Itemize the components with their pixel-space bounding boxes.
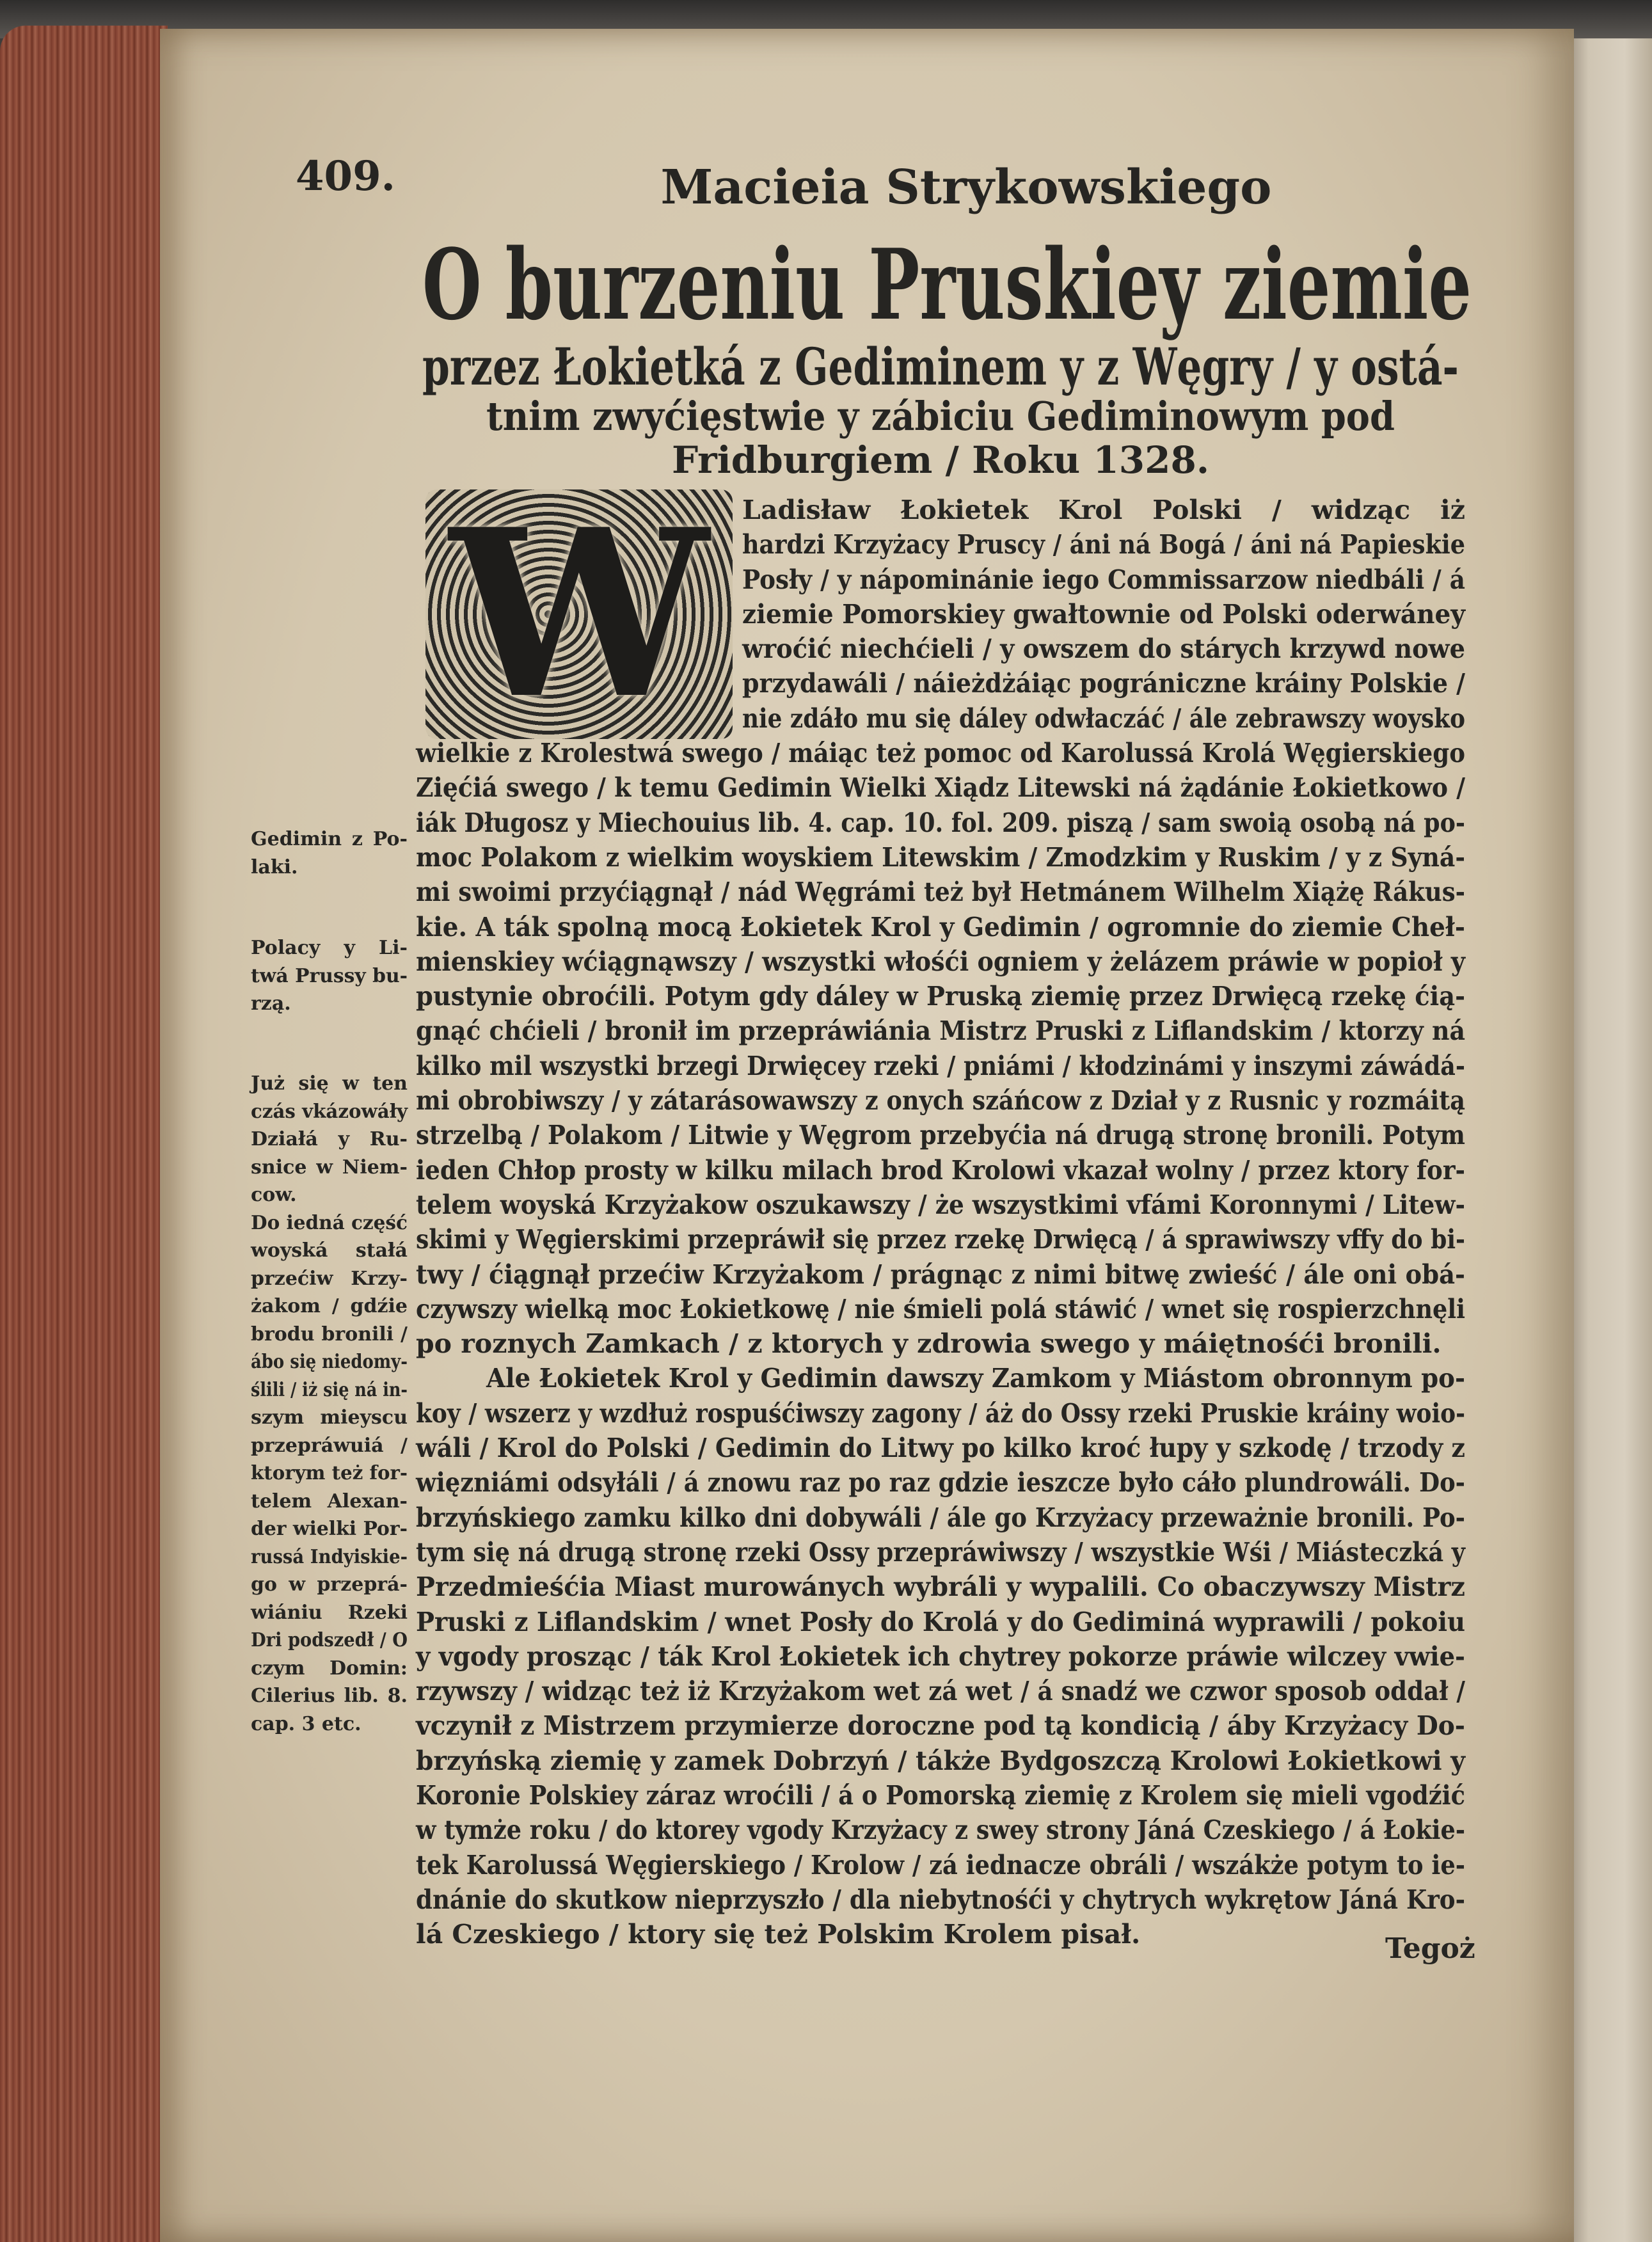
text-line-text: Pruski z Liflandskim / wnet Posły do Krolá y do Gediminá wyprawili / pokoiu [416, 1606, 1465, 1637]
margin-note-line [251, 1154, 408, 1182]
text-line [416, 1535, 1465, 1570]
margin-note-line [251, 1292, 408, 1321]
margin-note-line-text: der wielki Por- [251, 1518, 408, 1540]
margin-note-line [251, 1488, 408, 1516]
text-line [416, 1153, 1465, 1188]
text-line-text: Zięćiá swego / k temu Gedimin Wielki Xiądz Litewski ná żądánie Łokietkowo / [416, 772, 1465, 804]
text-line [416, 1778, 1465, 1813]
text-line-text: iák Długosz y Miechouius lib. 4. cap. 10. fol. 209. piszą / sam swoią osobą ná po- [416, 807, 1465, 838]
margin-note-line [251, 1682, 408, 1710]
text-line-text: koy / wszerz y wzdłuż rospuśćiwszy zagony / áż do Ossy rzeki Pruskie kráiny woio- [416, 1397, 1465, 1429]
margin-note-line [251, 1070, 408, 1098]
margin-note [251, 1070, 408, 1738]
text-line [416, 1222, 1465, 1257]
text-line-text: Ale Łokietek Krol y Gedimin dawszy Zamkom y Miástom obronnym po- [486, 1363, 1465, 1394]
body-text [416, 479, 1465, 1952]
text-line-text: mi swoimi przyćiągnął / nád Węgrámi też był Hetmánem Wilhelm Xiążę Rákus- [416, 877, 1465, 908]
margin-note-line [251, 1515, 408, 1543]
text-line [416, 1396, 1465, 1431]
text-line [416, 944, 1465, 979]
text-line [416, 1083, 1465, 1118]
text-line-text: hardzi Krzyżacy Pruscy / áni ná Bogá / áni ná Papieskie [742, 529, 1465, 560]
text-line [486, 1361, 1465, 1395]
margin-note-line [251, 1459, 408, 1488]
margin-note-line-text: Działá y Ru- [251, 1128, 408, 1150]
text-line-text: moc Polakom z wielkim woyskiem Litewskim / Zmodzkim y Ruskim / y z Syná- [416, 841, 1465, 873]
text-line-text: telem woyská Krzyżakow oszukawszy / że wszystkimi vfámi Koronnymi / Litew- [416, 1189, 1465, 1220]
chapter-title [422, 227, 1472, 342]
text-line [416, 1848, 1465, 1882]
margin-note-line [251, 1710, 408, 1738]
text-line [416, 910, 1465, 944]
text-line [742, 493, 1465, 527]
running-head [576, 159, 1356, 216]
margin-note-line-text: cap. 3 etc. [251, 1712, 361, 1735]
text-line [416, 1639, 1465, 1674]
margin-note-line-text: szym mieyscu [251, 1406, 408, 1429]
margin-note-line-text: Dri podszedł / O [251, 1629, 408, 1651]
text-line-text: wroćić niechćieli / y owszem do stárych krzywd nowe [742, 633, 1465, 665]
margin-note-line-text: laki. [251, 855, 298, 879]
margin-note-line-text: ábo się niedomy- [251, 1351, 408, 1373]
text-line-text: lá Czeskiego / ktory się też Polskim Krolem pisał. [416, 1919, 1141, 1950]
margin-note-line-text: Do iedná część [251, 1211, 408, 1234]
margin-note-line [251, 1571, 408, 1599]
chapter-subtitle-line-3 [486, 439, 1395, 481]
text-line [416, 806, 1465, 840]
margin-note-line-text: czym Domin: [251, 1657, 408, 1680]
text-line-text: strzelbą / Polakom / Litwie y Węgrom przebyćia ná drugą stronę bronili. Potym [416, 1120, 1465, 1151]
margin-note-line [251, 990, 408, 1018]
text-line-text: ziemie Pomorskiey gwałtownie od Polski oderwáney [742, 598, 1465, 630]
margin-note-line [251, 1376, 408, 1404]
initial-letter: W [449, 479, 709, 749]
margin-note-line [251, 1181, 408, 1209]
text-line [416, 1500, 1465, 1535]
text-line [416, 1326, 1465, 1361]
margin-note-line [251, 934, 408, 962]
book-page-edges [0, 26, 168, 2242]
chapter-subtitle-line-2 [486, 394, 1395, 439]
margin-note-line-text: przepráwuiá / [251, 1434, 408, 1457]
margin-note-line-text: go w przeprá- [251, 1573, 408, 1596]
text-line [416, 1465, 1465, 1500]
text-line-text: brzyńską ziemię y zamek Dobrzyń / tákże Bydgoszczą Krolowi Łokietkowi y [416, 1745, 1465, 1776]
margin-note [251, 934, 408, 1018]
running-head-text: Macieia Strykowskiego [660, 160, 1272, 215]
text-line [416, 1570, 1465, 1604]
margin-note-line-text: woyská stałá [251, 1239, 408, 1262]
text-line-text: Ladisław Łokietek Krol Polski / widząc iż [742, 495, 1465, 525]
text-line-text: mienskiey wćiągnąwszy / wszystki włośći ogniem y żelázem práwie w popioł y [416, 946, 1465, 977]
text-line-text: twy / ćiągnął przećiw Krzyżakom / prágnąc z nimi bitwę zwieść / ále oni obá- [416, 1259, 1465, 1290]
text-line [742, 666, 1465, 701]
text-line [742, 562, 1465, 597]
margin-note-line-text: ślili / iż się ná in- [251, 1378, 408, 1401]
text-line-text: vczynił z Mistrzem przymierze doroczne pod tą kondicią / áby Krzyżacy Do- [416, 1710, 1465, 1742]
margin-note-line [251, 1321, 408, 1349]
text-line [416, 1118, 1465, 1152]
text-line-text: ieden Chłop prosty w kilku milach brod Krolowi vkazał wolny / przez ktory for- [416, 1154, 1465, 1186]
catchword: Tegoż [1385, 1932, 1475, 1965]
margin-note-line-text: Już się w ten [251, 1072, 408, 1095]
next-page-edge [1561, 38, 1652, 2242]
text-line-text: przydawáli / náieżdżáiąc pográniczne kráiny Polskie / [742, 668, 1465, 699]
text-line [416, 1605, 1465, 1639]
text-line [416, 1292, 1465, 1326]
margin-note-line [251, 1655, 408, 1683]
text-line [416, 1014, 1465, 1048]
text-line-text: dnánie do skutkow nieprzyszło / dla niebytnośći y chytrych wykrętow Jáná Kro- [416, 1884, 1465, 1915]
margin-note-line-text: Cilerius lib. 8. [251, 1685, 408, 1707]
margin-note-line-text: telem Alexan- [251, 1490, 408, 1513]
text-line-text: więzniámi odsyłáli / á znowu raz po raz gdzie ieszcze było cáło plundrowáli. Do- [416, 1467, 1465, 1499]
text-line-text: tym się ná drugą stronę rzeki Ossy przepráwiwszy / wszystkie Wśi / Miásteczká y [416, 1536, 1465, 1568]
margin-note-line [251, 854, 408, 882]
chapter-subtitle-line-1 [422, 338, 1459, 395]
chapter-subtitle-text: Fridburgiem / Roku 1328. [671, 438, 1210, 482]
margin-note-line-text: russá Indyiskie- [251, 1545, 408, 1568]
text-line-text: kie. A ták spolną mocą Łokietek Krol y Gedimin / ogromnie do ziemie Cheł- [416, 911, 1465, 942]
margin-note-line-text: czás vkázowáły [251, 1100, 408, 1123]
text-line [416, 1813, 1465, 1847]
text-line [416, 1708, 1465, 1743]
text-line [742, 632, 1465, 666]
text-line-text: y vgody prosząc / ták Krol Łokietek ich chytrey pokorze práwie wilczey vwie- [416, 1641, 1465, 1672]
margin-note-line [251, 1348, 408, 1376]
text-line [742, 527, 1465, 562]
text-line [742, 701, 1465, 736]
text-line [416, 840, 1465, 875]
text-line [416, 1917, 1465, 1952]
margin-note-line [251, 1599, 408, 1627]
text-line-text: gnąć chćieli / bronił im przepráwiánia Mistrz Pruski z Liflandskim / ktorzy ná [416, 1015, 1465, 1047]
margin-note-line [251, 1404, 408, 1432]
text-line-text: rzywszy / widząc też iż Krzyżakom wet zá wet / á snadź we czwor sposob oddał / [416, 1676, 1465, 1707]
text-line-text: brzyńskiego zamku kilko dni dobywáli / ále go Krzyżacy przeważnie bronili. Po- [416, 1502, 1465, 1533]
text-line [416, 979, 1465, 1014]
text-line-text: Przedmieśćia Miast murowánych wybráli y wypalili. Co obaczywszy Mistrz [416, 1571, 1465, 1603]
margin-note-line [251, 1098, 408, 1126]
text-line-text: Koronie Polskiey záraz wroćili / á o Pomorską ziemię z Krolem się mieli vgodźić [416, 1779, 1465, 1811]
margin-note-line-text: twá Prussy bu- [251, 964, 408, 987]
text-line [742, 597, 1465, 632]
text-line-text: nie zdáło mu się dáley odwłaczáć / ále zebrawszy woysko [742, 703, 1465, 734]
margin-note-line-text: żakom / gdźie [251, 1295, 408, 1317]
margin-note-line-text: brodu bronili / [251, 1323, 408, 1346]
text-line [416, 1049, 1465, 1083]
margin-note-line [251, 1237, 408, 1265]
margin-note-line-text: Gedimin z Po- [251, 828, 408, 850]
margin-note-line [251, 962, 408, 990]
margin-note-line [251, 1125, 408, 1154]
text-line [416, 1744, 1465, 1778]
text-line [416, 736, 1465, 770]
margin-note-line-text: snice w Niem- [251, 1156, 408, 1179]
margin-note-line [251, 1432, 408, 1460]
text-line-text: mi obrobiwszy / y zátarásowawszy z onych száńcow z Dział y z Rusnic y rozmáitą [416, 1085, 1465, 1117]
text-line [416, 1674, 1465, 1708]
margin-note-line-text: rzą. [251, 992, 291, 1015]
margin-note-line [251, 1543, 408, 1571]
text-line-text: Posły / y nápominánie iego Commissarzow niedbáli / á [742, 564, 1465, 595]
margin-note-line [251, 825, 408, 854]
margin-note-line-text: ktorym też for- [251, 1462, 408, 1484]
margin-note-line-text: cow. [251, 1184, 297, 1206]
margin-note-line-text: przećiw Krzy- [251, 1267, 408, 1290]
text-line-text: w tymże roku / do ktorey vgody Krzyżacy z swey strony Jáná Czeskiego / á Łokie- [416, 1815, 1465, 1846]
text-line-text: kilko mil wszystki brzegi Drwięcey rzeki / pniámi / kłodzinámi y inszymi záwádá- [416, 1050, 1465, 1081]
text-line-text: wielkie z Krolestwá swego / máiąc też pomoc od Karolussá Krolá Węgierskiego [416, 738, 1465, 769]
text-line-text: tek Karolussá Węgierskiego / Krolow / zá iednacze obráli / wszákże potym to ie- [416, 1849, 1465, 1880]
text-line-text: wáli / Krol do Polski / Gedimin do Litwy po kilko kroć łupy y szkodę / trzody z [416, 1433, 1465, 1464]
margin-note-line [251, 1626, 408, 1655]
text-line [416, 1188, 1465, 1222]
text-line-text: skimi y Węgierskimi przepráwił się przez rzekę Drwięcą / á sprawiwszy vffy do bi- [416, 1224, 1465, 1255]
chapter-subtitle-text: tnim zwyćięstwie y zábiciu Gediminowym pod [486, 393, 1395, 440]
text-line-text: czywszy wielką moc Łokietkowę / nie śmieli polá stáwić / wnet się rospierzchnęli [416, 1293, 1465, 1324]
text-line [416, 1882, 1465, 1917]
margin-note [251, 825, 408, 881]
page-number: 409. [296, 152, 395, 200]
margin-note-line [251, 1265, 408, 1293]
margin-note-line-text: wiániu Rzeki [251, 1601, 408, 1624]
margin-note-line [251, 1209, 408, 1237]
margin-note-line-text: Polacy y Li- [251, 937, 408, 959]
text-line [416, 875, 1465, 909]
text-line [416, 770, 1465, 805]
text-line [416, 1431, 1465, 1465]
text-line-text: pustynie obroćili. Potym gdy dáley w Pruską ziemię przez Drwięcą rzekę ćią- [416, 981, 1465, 1012]
chapter-title-text: O burzeniu Pruskiey ziemie [422, 227, 1472, 342]
text-line [416, 1257, 1465, 1292]
chapter-subtitle-text: przez Łokietká z Gediminem y z Węgry / y ostá- [422, 337, 1459, 397]
text-line-text: po roznych Zamkach / z ktorych y zdrowia swego y máiętnośći bronili. [416, 1328, 1442, 1360]
